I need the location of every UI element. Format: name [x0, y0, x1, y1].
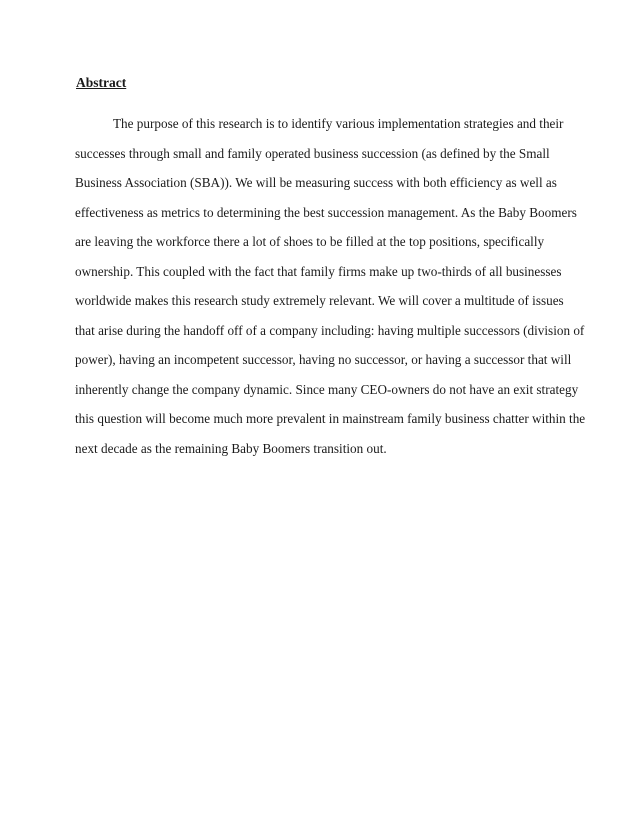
- abstract-line: successes through small and family operated business succession (as defined by the Small: [75, 145, 550, 161]
- abstract-line: power), having an incompetent successor, having no successor, or having a successor that will: [75, 352, 572, 367]
- abstract-heading: Abstract: [76, 75, 127, 90]
- abstract-line: are leaving the workforce there a lot of shoes to be filled at the top positions, specifically: [75, 234, 545, 249]
- abstract-line: worldwide makes this research study extremely relevant. We will cover a multitude of issues: [75, 293, 564, 308]
- abstract-line: ownership. This coupled with the fact that family firms make up two-thirds of all businesses: [75, 263, 562, 279]
- abstract-body: [75, 115, 586, 469]
- abstract-line: The purpose of this research is to identify various implementation strategies and their: [113, 116, 564, 131]
- abstract-line: inherently change the company dynamic. Since many CEO-owners do not have an exit strategy: [75, 381, 579, 397]
- abstract-line: this question will become much more prevalent in mainstream family business chatter within the: [75, 411, 586, 426]
- abstract-line: next decade as the remaining Baby Boomers transition out.: [75, 440, 387, 456]
- abstract-line: that arise during the handoff off of a company including: having multiple successors (division of: [75, 322, 585, 338]
- abstract-line: Business Association (SBA)). We will be measuring success with both efficiency as well as: [75, 175, 557, 190]
- abstract-line: effectiveness as metrics to determining the best succession management. As the Baby Boomers: [75, 204, 577, 220]
